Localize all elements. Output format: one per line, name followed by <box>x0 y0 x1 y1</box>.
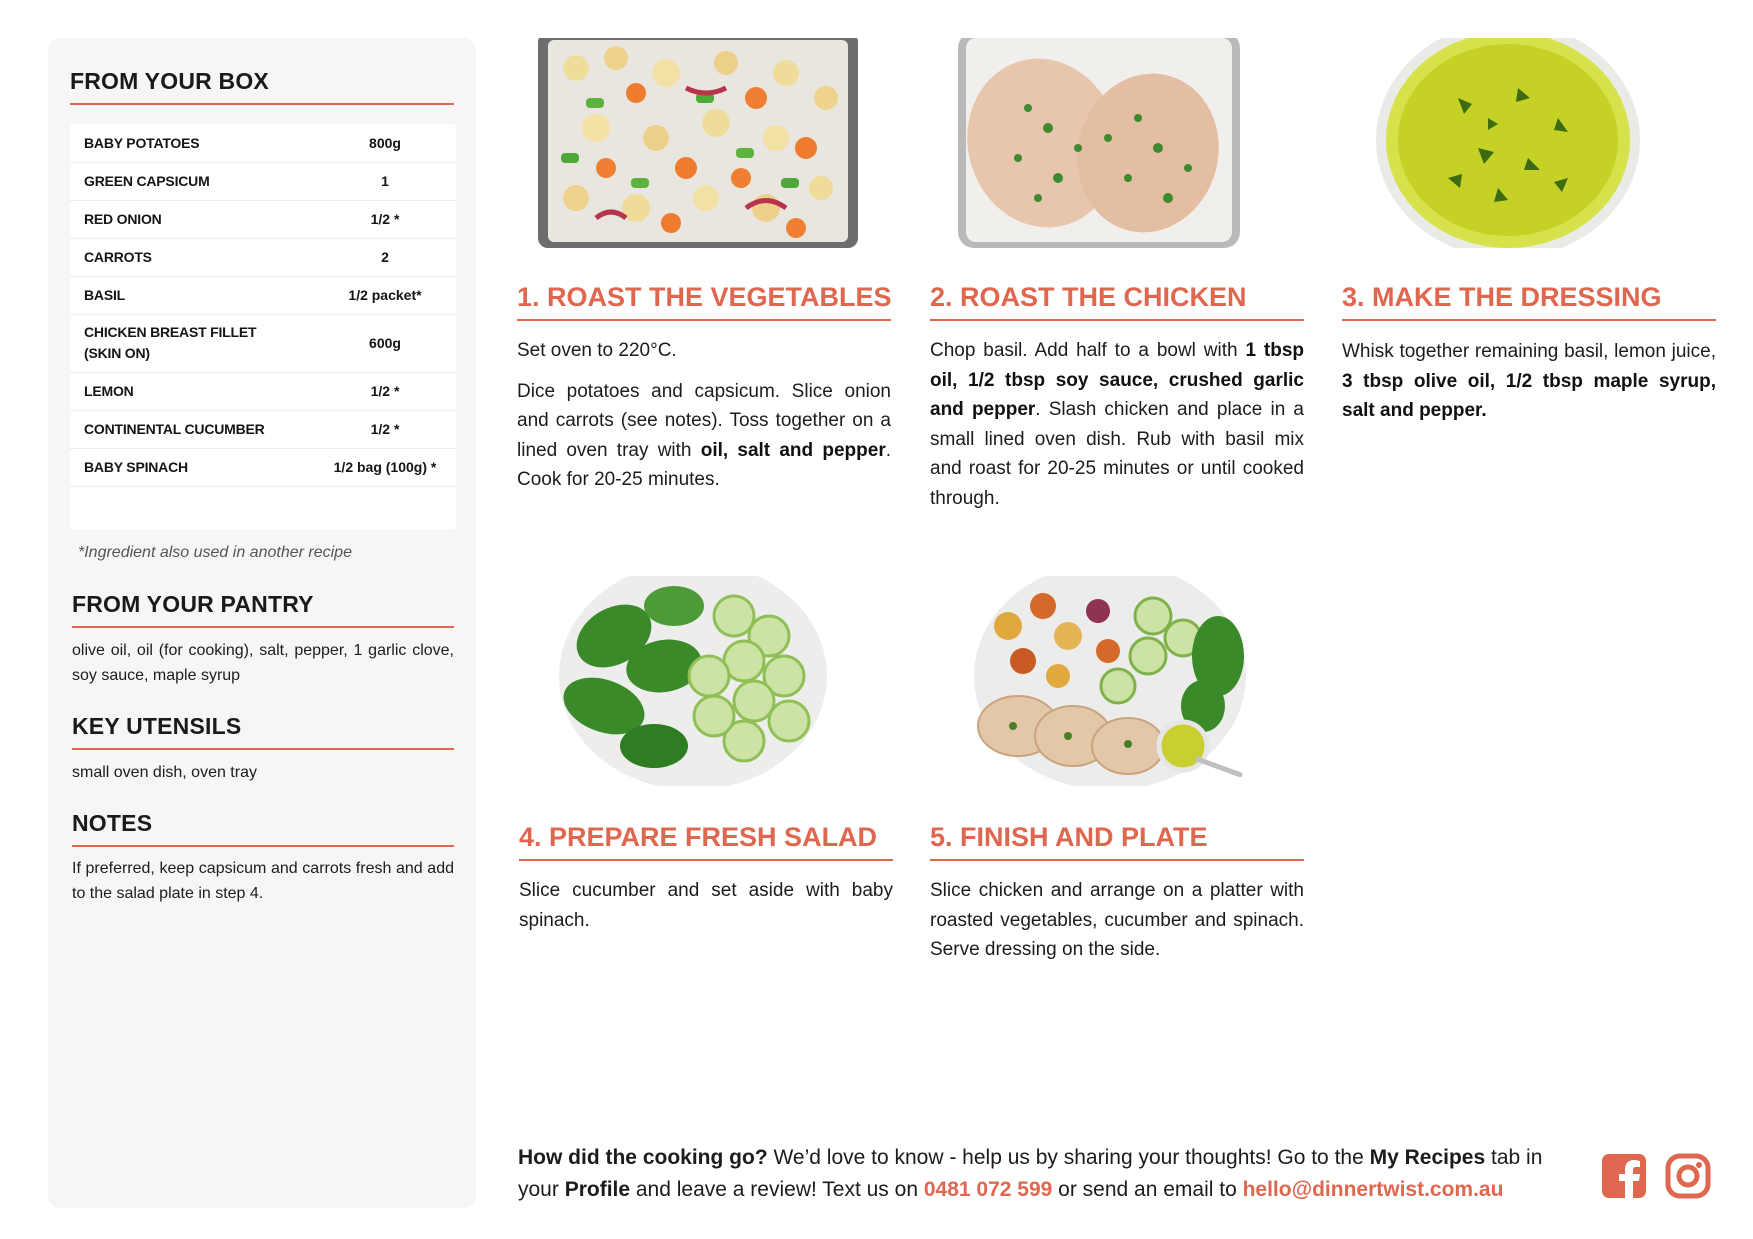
ingredient-qty: 1 <box>381 173 389 189</box>
ingredient-name: CONTINENTAL CUCUMBER <box>84 420 265 437</box>
step-3-text <box>1342 337 1716 437</box>
table-row <box>70 200 456 239</box>
ingredient-qty: 1/2 * <box>370 421 400 437</box>
step-5-title: 5. FINISH AND PLATE <box>930 822 1304 861</box>
step-1-para-2: Dice potatoes and capsicum. Slice onion and carrots (see notes). Toss together on a lined oven tray with oil, salt and pepper. Cook for 20-25 minutes. <box>517 380 891 490</box>
step-5-para-1: Slice chicken and arrange on a platter with roasted vegetables, cucumber and spinach. Serve dressing on the side. <box>930 880 1304 960</box>
table-row <box>70 162 456 201</box>
step-3-para-1: Whisk together remaining basil, lemon juice, 3 tbsp olive oil, 1/2 tbsp maple syrup, salt and pepper. <box>1342 341 1716 421</box>
vegetables-tray-photo <box>536 38 860 248</box>
ingredient-name: BABY POTATOES <box>84 134 200 151</box>
ingredients-table <box>70 124 456 530</box>
step-2-text <box>930 336 1304 524</box>
notes-text: If preferred, keep capsicum and carrots fresh and add to the salad plate in step 4. <box>72 860 454 902</box>
step-1-title: 1. ROAST THE VEGETABLES <box>517 282 891 321</box>
step-2-title: 2. ROAST THE CHICKEN <box>930 282 1304 321</box>
finished-platter-photo <box>968 576 1260 786</box>
utensils-title: KEY UTENSILS <box>72 713 454 750</box>
table-row <box>70 372 456 411</box>
table-row <box>70 314 456 373</box>
ingredient-qty: 800g <box>369 135 401 151</box>
table-row <box>70 238 456 277</box>
pantry-title: FROM YOUR PANTRY <box>72 591 454 628</box>
ingredient-name: CARROTS <box>84 248 152 265</box>
salad-plate-photo <box>554 576 832 786</box>
step-1-text <box>517 336 891 506</box>
table-row <box>70 410 456 449</box>
dressing-bowl-photo <box>1358 38 1658 248</box>
step-3-title: 3. MAKE THE DRESSING <box>1342 282 1716 321</box>
chicken-dish-photo <box>948 38 1248 248</box>
profile-link[interactable]: Profile <box>564 1178 631 1201</box>
phone-link[interactable]: 0481 072 599 <box>923 1178 1053 1201</box>
utensils-text: small oven dish, oven tray <box>72 764 257 781</box>
step-4-title: 4. PREPARE FRESH SALAD <box>519 822 893 861</box>
ingredient-name: BASIL <box>84 286 126 303</box>
ingredient-qty: 1/2 packet* <box>348 287 422 303</box>
table-row <box>70 276 456 315</box>
facebook-icon[interactable] <box>1600 1152 1648 1200</box>
notes-title: NOTES <box>72 810 454 847</box>
box-title: FROM YOUR BOX <box>70 68 454 105</box>
step-1-para-1: Set oven to 220°C. <box>517 340 677 361</box>
pantry-text: olive oil, oil (for cooking), salt, pepper, 1 garlic clove, soy sauce, maple syrup <box>72 642 454 684</box>
footer-question: How did the cooking go? <box>518 1146 768 1169</box>
ingredient-name: RED ONION <box>84 210 162 227</box>
step-5-text <box>930 876 1304 976</box>
my-recipes-link[interactable]: My Recipes <box>1369 1146 1486 1169</box>
ingredients-sidebar <box>48 38 476 1208</box>
step-4-para-1: Slice cucumber and set aside with baby spinach. <box>519 880 893 931</box>
ingredient-name: LEMON <box>84 382 134 399</box>
ingredient-qty: 1/2 bag (100g) * <box>333 459 437 475</box>
footnote: *Ingredient also used in another recipe <box>78 544 352 561</box>
ingredient-qty: 2 <box>381 249 389 265</box>
ingredient-qty: 1/2 * <box>370 211 400 227</box>
step-4-text <box>519 876 893 946</box>
ingredient-qty: 600g <box>369 335 401 351</box>
ingredient-name: GREEN CAPSICUM <box>84 172 210 189</box>
ingredient-name: BABY SPINACH <box>84 458 188 475</box>
ingredient-qty: 1/2 * <box>370 383 400 399</box>
email-link[interactable]: hello@dinnertwist.com.au <box>1242 1178 1504 1201</box>
table-row <box>70 448 456 487</box>
ingredient-name: CHICKEN BREAST FILLET (SKIN ON) <box>84 324 257 361</box>
table-row <box>70 124 456 163</box>
step-2-para-1: Chop basil. Add half to a bowl with 1 tbsp oil, 1/2 tbsp soy sauce, crushed garlic and pepper. Slash chicken and place in a small lined oven dish. Rub with basil mix and roast for 20-25 minutes or until cooked through. <box>930 340 1305 509</box>
feedback-footer: How did the cooking go? We’d love to know - help us by sharing your thoughts! Go to the My Recipes tab in your Profile and leave a review! Text us on 0481 072 599 or send an email to hello@dinnertwist.com.au <box>518 1146 1543 1201</box>
instagram-icon[interactable] <box>1664 1152 1712 1200</box>
